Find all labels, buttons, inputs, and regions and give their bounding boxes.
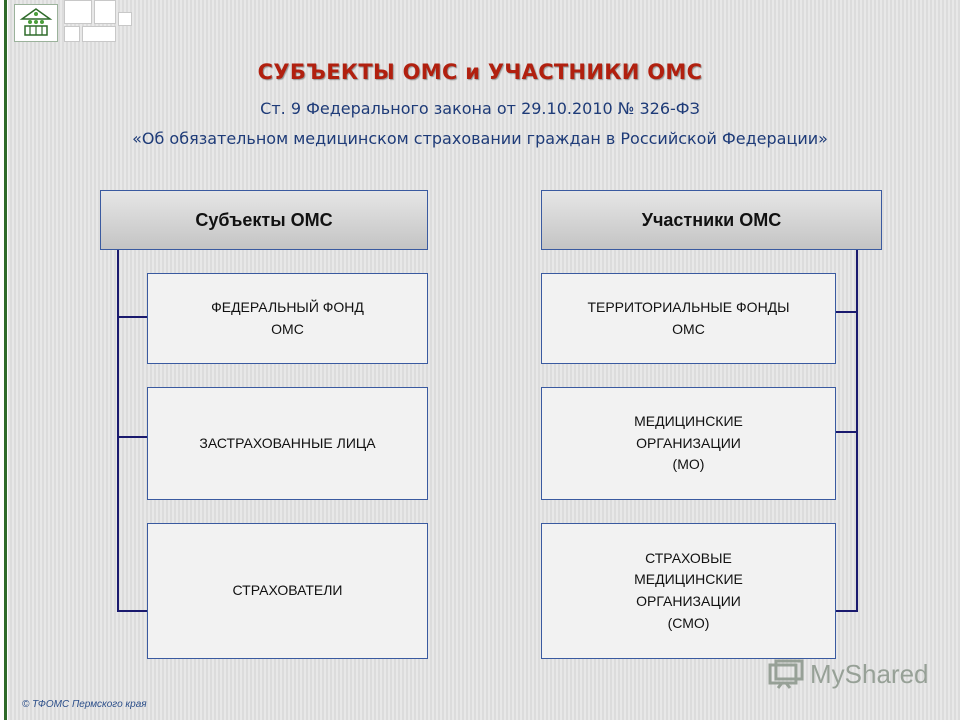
decor-square xyxy=(64,0,92,24)
participant-item-insurance-medical-organizations: СТРАХОВЫЕ МЕДИЦИНСКИЕ ОРГАНИЗАЦИИ (СМО) xyxy=(541,523,836,659)
subjects-connector-vertical xyxy=(117,250,119,612)
watermark xyxy=(768,656,929,692)
decor-square xyxy=(118,12,132,26)
subjects-connector-branch xyxy=(117,316,148,318)
decor-square xyxy=(64,26,80,42)
decor-square xyxy=(94,0,116,24)
subjects-heading: Субъекты ОМС xyxy=(100,190,428,250)
law-reference: Ст. 9 Федерального закона от 29.10.2010 № 326-ФЗ xyxy=(260,99,700,118)
participants-heading: Участники ОМС xyxy=(541,190,882,250)
subject-item-insured-persons: ЗАСТРАХОВАННЫЕ ЛИЦА xyxy=(147,387,428,500)
participant-item-territorial-funds: ТЕРРИТОРИАЛЬНЫЕ ФОНДЫ ОМС xyxy=(541,273,836,364)
presentation-icon xyxy=(768,659,804,689)
participant-item-medical-organizations: МЕДИЦИНСКИЕ ОРГАНИЗАЦИИ (МО) xyxy=(541,387,836,500)
participants-connector-branch xyxy=(835,311,858,313)
page-title: СУБЪЕКТЫ ОМС и УЧАСТНИКИ ОМС xyxy=(257,60,703,84)
participants-connector-branch xyxy=(835,610,858,612)
logo xyxy=(14,4,58,42)
subjects-connector-branch xyxy=(117,610,148,612)
decor-square xyxy=(82,26,116,42)
watermark-text: MyShared xyxy=(810,658,929,689)
law-name: «Об обязательном медицинском страховании граждан в Российской Федерации» xyxy=(132,129,828,148)
subject-item-federal-fund: ФЕДЕРАЛЬНЫЙ ФОНД ОМС xyxy=(147,273,428,364)
emblem-icon xyxy=(19,7,53,39)
copyright-footer: © ТФОМС Пермского края xyxy=(22,699,147,710)
subject-item-insurers: СТРАХОВАТЕЛИ xyxy=(147,523,428,659)
participants-connector-branch xyxy=(835,431,858,433)
subjects-connector-branch xyxy=(117,436,148,438)
